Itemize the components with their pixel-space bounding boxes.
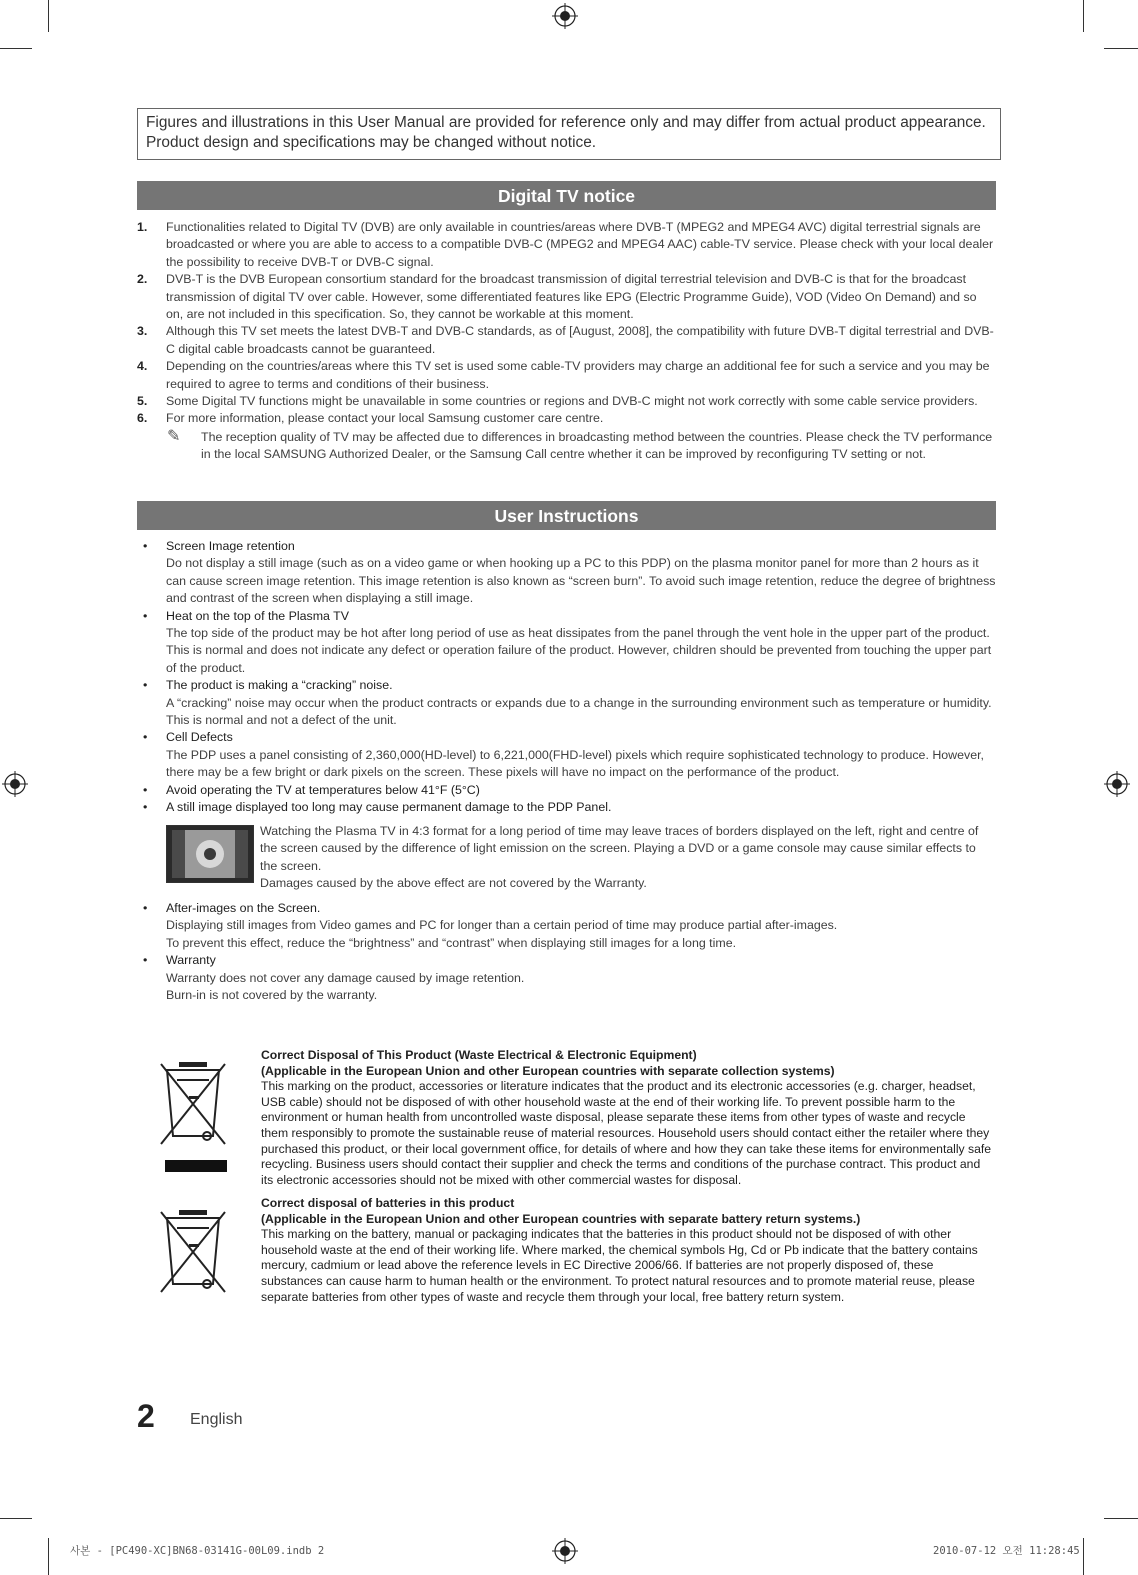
item-title: The product is making a “cracking” noise.	[166, 678, 393, 693]
reception-note	[137, 429, 997, 464]
print-slug-timestamp: 2010-07-12 오전 11:28:45	[933, 1545, 1080, 1557]
bullet: •	[143, 608, 148, 623]
page-number: 2	[137, 1398, 155, 1434]
disclaimer-line-1: Figures and illustrations in this User Manual are provided for reference only and may differ from actual product appearance.	[146, 114, 986, 131]
item-text: DVB-T is the DVB European consortium standard for the broadcast transmission of digital terrestrial television and DVB-C is that for the broadcast transmission of digital TV over cable. However, some differentiated features like EPG (Electric Programme Guide), VOD (Video On Demand) and so on, are not included in this specification. So, they cannot be workable at this moment.	[166, 272, 977, 322]
list-item	[137, 677, 997, 729]
crossed-out-battery-bin-icon	[155, 1204, 231, 1300]
list-item	[137, 323, 997, 358]
weee-text	[261, 1048, 995, 1188]
list-item	[137, 729, 997, 781]
user-instructions-list	[137, 538, 997, 817]
weee-title: Correct Disposal of This Product (Waste Electrical & Electronic Equipment)	[261, 1048, 697, 1062]
list-item	[137, 393, 997, 410]
bullet: •	[143, 539, 148, 553]
list-item	[137, 900, 997, 952]
item-number: 2.	[137, 272, 148, 287]
list-item	[137, 608, 997, 678]
plasma-warning-block	[166, 823, 996, 893]
disclaimer-line-2: Product design and specifications may be changed without notice.	[146, 134, 597, 151]
bullet: •	[143, 953, 148, 968]
item-title: Heat on the top of the Plasma TV	[166, 608, 349, 623]
crop-mark	[1083, 1538, 1084, 1575]
list-item	[137, 782, 997, 799]
item-body: The top side of the product may be hot after long period of use as heat dissipates from the panel through the vent hole in the upper part of the product. This is normal and does not indicate any defect or operation failure of the product. However, children should be prevented from touching the upper part of the product.	[166, 626, 992, 675]
registration-mark-icon	[1104, 771, 1130, 797]
crossed-out-wheeled-bin-icon	[155, 1056, 231, 1172]
registration-mark-icon	[552, 1538, 578, 1564]
item-title: A still image displayed too long may cause permanent damage to the PDP Panel.	[166, 800, 612, 815]
item-number: 4.	[137, 359, 148, 374]
item-body: Displaying still images from Video games and PC for longer than a certain period of time may produce partial after-images.	[166, 918, 838, 933]
crop-mark	[1104, 1518, 1138, 1519]
crop-mark	[1083, 0, 1084, 32]
plasma-description: Watching the Plasma TV in 4:3 format for a long period of time may leave traces of borders displayed on the left, right and centre of the screen caused by the difference of light emission on the screen. Playing a DVD or a game console may cause similar effects to the screen.	[260, 824, 979, 873]
item-title: After-images on the Screen.	[166, 901, 321, 915]
bullet: •	[143, 901, 148, 915]
item-text: Depending on the countries/areas where this TV set is used some cable-TV providers may charge an additional fee for such a service and you may be required to agree to terms and conditions of their business.	[166, 359, 990, 391]
disclaimer-box	[137, 108, 1001, 160]
list-item	[137, 410, 997, 427]
item-body: A “cracking” noise may occur when the product contracts or expands due to a change in the surrounding environment such as temperature or humidity. This is normal and not a defect of the unit.	[166, 695, 992, 728]
weee-disposal-block	[155, 1048, 995, 1188]
plasma-text	[260, 823, 996, 893]
crop-mark	[48, 0, 49, 32]
crop-mark	[0, 1518, 32, 1519]
crop-mark	[1104, 48, 1138, 49]
section-header-digital-tv: Digital TV notice	[137, 181, 996, 210]
list-item	[137, 799, 997, 816]
weee-subtitle: (Applicable in the European Union and other European countries with separate collection systems)	[261, 1063, 835, 1078]
item-body: Burn-in is not covered by the warranty.	[166, 988, 378, 1003]
note-text: The reception quality of TV may be affected due to differences in broadcasting method between the countries. Please check the TV performance in the local SAMSUNG Authorized Dealer, or the Samsung Call centre whether it can be improved by reconfiguring TV setting or not.	[201, 429, 993, 462]
bullet: •	[143, 800, 148, 815]
item-text: For more information, please contact your local Samsung customer care centre.	[166, 411, 604, 426]
battery-title: Correct disposal of batteries in this product	[261, 1196, 515, 1210]
list-item	[137, 358, 997, 393]
list-item	[137, 952, 997, 1004]
item-number: 3.	[137, 324, 148, 339]
battery-disposal-block	[155, 1196, 995, 1305]
item-body: Warranty does not cover any damage caused by image retention.	[166, 970, 525, 985]
item-title: Avoid operating the TV at temperatures below 41°F (5°C)	[166, 782, 480, 797]
print-slug-filename: 사본 - [PC490-XC]BN68-03141G-00L09.indb 2	[70, 1545, 325, 1557]
registration-mark-icon	[2, 771, 28, 797]
tv-4-3-illustration	[166, 825, 254, 883]
weee-body: This marking on the product, accessories or literature indicates that the product and its electronic accessories (e.g. charger, headset, USB cable) should not be disposed of with other household waste at the end of their working life. To prevent possible harm to the environment or human health from uncontrolled waste disposal, please separate these items from other types of waste and recycle them responsibly to promote the sustainable reuse of material resources. Household users should contact either the retailer where they purchased this product, or their local government office, for details of where and how they can take these items for environmentally safe recycling. Business users should contact their supplier and check the terms and conditions of the purchase contract. This product and its electronic accessories should not be mixed with other commercial wastes for disposal.	[261, 1079, 992, 1187]
list-item	[137, 219, 997, 271]
plasma-warranty-note: Damages caused by the above effect are not covered by the Warranty.	[260, 876, 647, 891]
page-language: English	[190, 1411, 243, 1428]
battery-body: This marking on the battery, manual or packaging indicates that the batteries in this product should not be disposed of with other household waste at the end of their working life. Where marked, the chemical symbols Hg, Cd or Pb indicate that the battery contains mercury, cadmium or lead above the reference levels in EC Directive 2006/66. If batteries are not properly disposed of, these substances can cause harm to human health or the environment. To protect natural resources and to promote material reuse, please separate batteries from other types of waste and recycle them through your local, free battery return system.	[261, 1227, 978, 1304]
item-title: Warranty	[166, 953, 216, 968]
section-header-user-instructions: User Instructions	[137, 501, 996, 530]
pencil-note-icon: ✎	[167, 427, 181, 445]
item-title: Cell Defects	[166, 730, 233, 745]
user-instructions-list-continued	[137, 900, 997, 1004]
registration-mark-icon	[552, 3, 578, 29]
bullet: •	[143, 730, 148, 745]
item-text: Some Digital TV functions might be unavailable in some countries or regions and DVB-C might not work correctly with some cable service providers.	[166, 394, 978, 409]
list-item	[137, 271, 997, 323]
battery-text	[261, 1196, 995, 1305]
list-item	[137, 538, 997, 608]
item-number: 6.	[137, 411, 148, 426]
item-title: Screen Image retention	[166, 539, 295, 553]
item-body: To prevent this effect, reduce the “brightness” and “contrast” when displaying still images for a long time.	[166, 935, 737, 950]
item-text: Functionalities related to Digital TV (DVB) are only available in countries/areas where DVB-T (MPEG2 and MPEG4 AVC) digital terrestrial signals are broadcasted or where you are able to access to a compatible DVB-C (MPEG2 and MPEG4 AAC) cable-TV service. Please check with your local dealer the possibility to receive DVB-T or DVB-C signal.	[166, 220, 994, 269]
battery-subtitle: (Applicable in the European Union and other European countries with separate battery return systems.)	[261, 1211, 861, 1226]
item-number: 5.	[137, 394, 148, 409]
item-body: The PDP uses a panel consisting of 2,360,000(HD-level) to 6,221,000(FHD-level) pixels which require sophisticated technology to produce. However, there may be a few bright or dark pixels on the screen. These pixels will have no impact on the performance of the product.	[166, 747, 984, 780]
crop-mark	[48, 1538, 49, 1575]
bullet: •	[143, 678, 148, 693]
item-text: Although this TV set meets the latest DVB-T and DVB-C standards, as of [August, 2008], the compatibility with future DVB-T digital terrestrial and DVB-C digital cable broadcasts cannot be guaranteed.	[166, 324, 994, 356]
item-body: Do not display a still image (such as on a video game or when hooking up a PC to this PDP) on the plasma monitor panel for more than 2 hours as it can cause screen image retention. This image retention is also known as “screen burn”. To avoid such image retention, reduce the degree of brightness and contrast of the screen when displaying a still image.	[166, 556, 996, 606]
digital-tv-list	[137, 219, 997, 464]
bullet: •	[143, 782, 148, 797]
item-number: 1.	[137, 220, 148, 234]
crop-mark	[0, 48, 32, 49]
